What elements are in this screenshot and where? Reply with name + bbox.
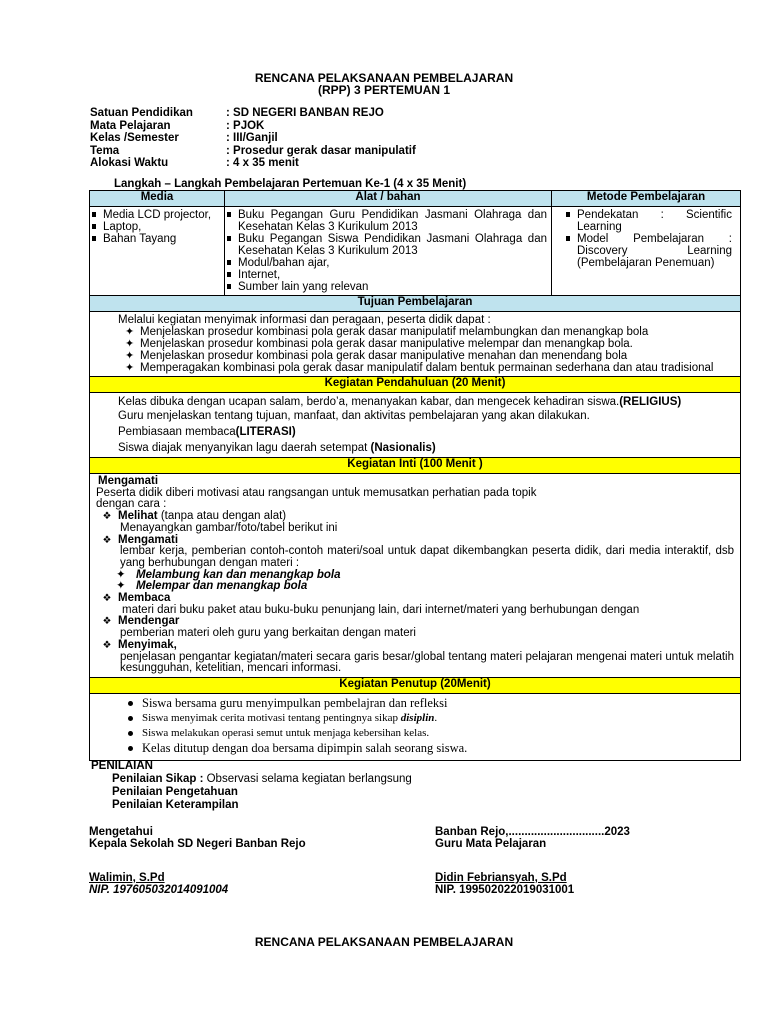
inti-text: Peserta didik diberi motivasi atau rangsangan untuk memusatkan perhatian pada topik <box>96 486 537 499</box>
metode-cell <box>552 207 741 296</box>
inti-text: materi dari buku paket atau buku-buku penunjang lain, dari internet/materi yang berhubungan dengan <box>122 603 640 616</box>
list-item: Bahan Tayang <box>90 233 216 245</box>
doc-subtitle: (RPP) 3 PERTEMUAN 1 <box>317 83 451 97</box>
inti-sub: ✦ Melempar dan menangkap bola <box>116 580 308 593</box>
inti-step: ❖ Melihat (tanpa atau dengan alat) <box>96 511 734 523</box>
list-item: ✦ Menjelaskan prosedur kombinasi pola gerak dasar manipulatif melambungkan dan menangkap bola <box>125 326 649 338</box>
diamond-bullet-icon: ❖ <box>102 534 112 546</box>
sign-left-name: Walimin, S.Pd <box>89 872 165 884</box>
info-row: Tema : Prosedur gerak dasar manipulatif <box>90 144 416 157</box>
inti-cell <box>90 474 741 678</box>
pendahuluan-heading: Kegiatan Pendahuluan (20 Menit) <box>90 377 741 393</box>
inti-step: ❖ Menyimak, <box>96 640 734 652</box>
info-row: Mata Pelajaran : PJOK <box>90 119 265 132</box>
sign-left-nip: NIP. 197605032014091004 <box>89 884 229 896</box>
cross-bullet-icon: ✦ <box>125 350 135 362</box>
penilaian-sikap: Penilaian Sikap : Observasi selama kegiatan berlangsung <box>112 773 412 785</box>
pendahuluan-line: Kelas dibuka dengan ucapan salam, berdo’a, menanyakan kabar, dan mengecek kehadiran siswa.(RELIGIUS) <box>118 396 682 408</box>
cross-bullet-icon: ✦ <box>125 362 135 374</box>
penilaian-heading: PENILAIAN <box>91 760 153 772</box>
info-row: Satuan Pendidikan : SD NEGERI BANBAN REJO <box>90 107 384 119</box>
inti-mengamati-heading: Mengamati <box>98 475 159 487</box>
lesson-table <box>89 190 741 761</box>
inti-text: lembar kerja, pemberian contoh-contoh materi/soal untuk dapat dikembangkan peserta didik, dari media interaktif, dsb yang berhubungan dengan materi : <box>120 545 734 569</box>
list-item: Kelas ditutup dengan doa bersama dipimpin salah seorang siswa. <box>118 741 736 756</box>
media-cell <box>90 207 225 296</box>
list-item: Model Pembelajaran : Discovery Learning (Pembelajaran Penemuan) <box>564 233 732 269</box>
sign-right-nip: NIP. 199502022019031001 <box>435 884 575 896</box>
tujuan-cell <box>90 312 741 377</box>
inti-text: Menayangkan gambar/foto/tabel berikut ini <box>120 521 338 534</box>
sign-left-line2: Kepala Sekolah SD Negeri Banban Rejo <box>89 838 306 850</box>
alat-cell <box>225 207 552 296</box>
cross-bullet-icon: ✦ <box>116 568 126 581</box>
sign-left-line1: Mengetahui <box>89 826 153 838</box>
sign-right-name: Didin Febriansyah, S.Pd <box>435 872 567 884</box>
header-metode: Metode Pembelajaran <box>552 191 741 207</box>
pendahuluan-line: Guru menjelaskan tentang tujuan, manfaat, dan aktivitas pembelajaran yang akan dilakukan. <box>118 410 590 422</box>
list-item: ✦ Menjelaskan prosedur kombinasi pola gerak dasar manipulative menahan dan menendang bola <box>125 350 628 362</box>
sign-right-line1: Banban Rejo,..............................2023 <box>435 826 630 838</box>
diamond-bullet-icon: ❖ <box>102 639 112 651</box>
inti-text: dengan cara : <box>96 498 167 511</box>
list-item: Laptop, <box>90 221 216 233</box>
diamond-bullet-icon: ❖ <box>102 511 112 523</box>
cross-bullet-icon: ✦ <box>125 338 135 350</box>
list-item: Sumber lain yang relevan <box>225 281 547 293</box>
doc-title: RENCANA PELAKSANAAN PEMBELAJARAN <box>254 71 514 85</box>
inti-text: pemberian materi oleh guru yang berkaitan dengan materi <box>120 627 416 640</box>
header-alat: Alat / bahan <box>225 191 552 207</box>
pendahuluan-line: Pembiasaan membaca(LITERASI) <box>118 426 296 438</box>
inti-step: ❖ Membaca <box>96 593 734 605</box>
diamond-bullet-icon: ❖ <box>102 616 112 628</box>
inti-sub: ✦ Melambung kan dan menangkap bola <box>116 568 341 581</box>
inti-step: ❖ Mendengar <box>96 616 734 628</box>
sign-right-line2: Guru Mata Pelajaran <box>435 838 547 850</box>
pendahuluan-line: Siswa diajak menyanyikan lagu daerah setempat (Nasionalis) <box>118 442 436 454</box>
inti-step: ❖ Mengamati <box>96 535 734 547</box>
list-item: Siswa menyimak cerita motivasi tentang pentingnya sikap disiplin. <box>118 711 736 726</box>
info-row: Kelas /Semester : III/Ganjil <box>90 132 278 145</box>
header-media: Media <box>90 191 225 207</box>
list-item: Siswa melakukan operasi semut untuk menjaga kebersihan kelas. <box>118 726 736 741</box>
list-item: ✦ Memperagakan kombinasi pola gerak dasar manipulatif dalam bentuk permainan sederhana dan atau tradisional <box>125 362 714 374</box>
list-item: Buku Pegangan Siswa Pendidikan Jasmani Olahraga dan Kesehatan Kelas 3 Kurikulum 2013 <box>225 233 547 257</box>
cross-bullet-icon: ✦ <box>116 580 126 593</box>
list-item: Modul/bahan ajar, <box>225 257 547 269</box>
steps-title: Langkah – Langkah Pembelajaran Pertemuan Ke-1 (4 x 35 Menit) <box>114 178 467 190</box>
penilaian-pengetahuan: Penilaian Pengetahuan <box>112 786 238 798</box>
penutup-heading: Kegiatan Penutup (20Menit) <box>90 677 741 693</box>
list-item: Media LCD projector, <box>90 209 216 221</box>
identity-block <box>90 107 416 170</box>
tujuan-intro: Melalui kegiatan menyimak informasi dan peragaan, peserta didik dapat : <box>118 314 491 326</box>
info-row: Alokasi Waktu : 4 x 35 menit <box>90 157 299 170</box>
penutup-cell <box>90 693 741 760</box>
pendahuluan-cell <box>90 393 741 458</box>
list-item: ✦ Menjelaskan prosedur kombinasi pola gerak dasar manipulative melempar dan menangkap bola. <box>125 338 633 350</box>
tujuan-heading: Tujuan Pembelajaran <box>90 296 741 312</box>
diamond-bullet-icon: ❖ <box>102 593 112 605</box>
list-item: Buku Pegangan Guru Pendidikan Jasmani Olahraga dan Kesehatan Kelas 3 Kurikulum 2013 <box>225 209 547 233</box>
list-item: Internet, <box>225 269 547 281</box>
inti-text: penjelasan pengantar kegiatan/materi secara garis besar/global tentang materi pelajaran mengenai materi untuk melatih kesungguhan, ketelitian, mencari informasi. <box>120 650 734 675</box>
cross-bullet-icon: ✦ <box>125 326 135 338</box>
list-item: Pendekatan : Scientific Learning <box>564 209 732 233</box>
penilaian-keterampilan: Penilaian Keterampilan <box>112 799 239 811</box>
next-page-title: RENCANA PELAKSANAAN PEMBELAJARAN <box>254 935 514 949</box>
list-item: Siswa bersama guru menyimpulkan pembelajran dan refleksi <box>118 696 736 711</box>
inti-heading: Kegiatan Inti (100 Menit ) <box>90 458 741 474</box>
